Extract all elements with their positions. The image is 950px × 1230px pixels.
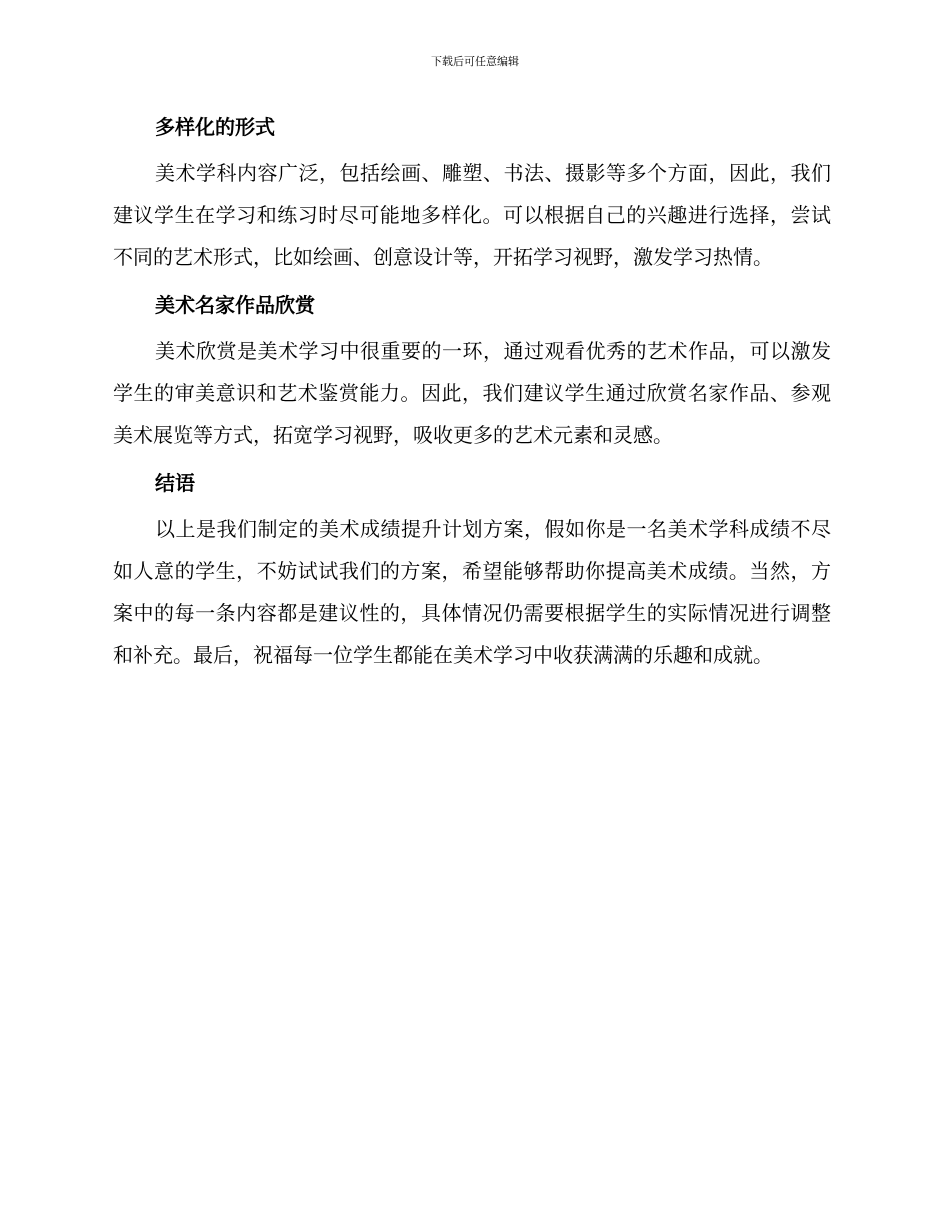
section-paragraph: 美术学科内容广泛，包括绘画、雕塑、书法、摄影等多个方面，因此，我们建议学生在学习和练习时尽可能地多样化。可以根据自己的兴趣进行选择，尝试不同的艺术形式，比如绘画、创意设计等，开拓学习视野，激发学习热情。 xyxy=(113,161,831,269)
section-diverse-forms xyxy=(113,110,831,278)
section-paragraph: 以上是我们制定的美术成绩提升计划方案，假如你是一名美术学科成绩不尽如人意的学生，不妨试试我们的方案，希望能够帮助你提高美术成绩。当然，方案中的每一条内容都是建议性的，具体情况仍需要根据学生的实际情况进行调整和补充。最后，祝福每一位学生都能在美术学习中收获满满的乐趣和成就。 xyxy=(113,517,831,667)
page-header: 下载后可任意编辑 xyxy=(431,55,519,68)
section-heading: 多样化的形式 xyxy=(155,115,275,139)
section-paragraph: 美术欣赏是美术学习中很重要的一环，通过观看优秀的艺术作品，可以激发学生的审美意识和艺术鉴赏能力。因此，我们建议学生通过欣赏名家作品、参观美术展览等方式，拓宽学习视野，吸收更多的艺术元素和灵感。 xyxy=(113,339,831,447)
section-conclusion xyxy=(113,466,831,676)
section-heading: 美术名家作品欣赏 xyxy=(155,293,315,317)
section-master-works-appreciation xyxy=(113,288,831,456)
document-content xyxy=(113,110,831,686)
section-heading: 结语 xyxy=(155,471,195,495)
